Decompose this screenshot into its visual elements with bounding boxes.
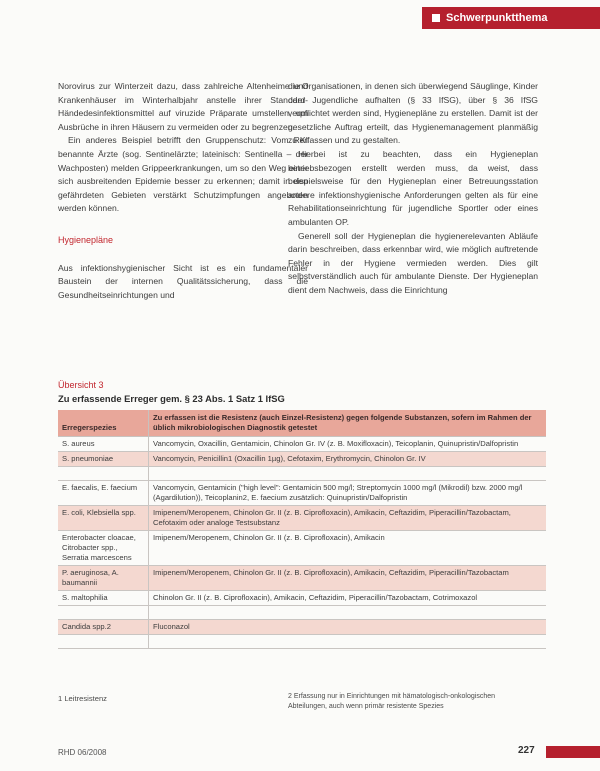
header-substances: Zu erfassen ist die Resistenz (auch Einzel-Resistenz) gegen folgende Substanzen, sofern im Rahmen der üblich mikrobiologischen Diagnostik getestet [149,410,547,437]
section-subheading: Hygienepläne [58,234,114,245]
table-row [58,531,546,566]
row-species: S. maltophilia [58,591,149,606]
table-header-row [58,410,546,437]
row-substances: Vancomycin, Penicillin1 (Oxacillin 1µg), Cefotaxim, Erythromycin, Chinolon Gr. IV [149,452,547,467]
issue-label: RHD 06/2008 [58,748,107,757]
pathogen-table [58,410,546,649]
footer-accent-bar [546,746,600,758]
row-species: S. aureus [58,437,149,452]
left-paragraph-2: Ein anderes Beispiel betrifft den Gruppenschutz: Vom RKI benannte Ärzte (sog. Sentinelärzte; lateinisch: Sentinella – der Wachposten) melden Grippeerkrankungen, um so den Weg einer sich ausbreitenden Epidemie besser zu erkennen; damit in den gefährdeten Gebieten verstärkt Schutzimpfungen angeboten werden können. [58,135,308,214]
table-row [58,481,546,506]
page-number: 227 [518,745,535,756]
square-icon [432,14,440,22]
row-substances: Vancomycin, Oxacillin, Gentamicin, Chinolon Gr. IV (z. B. Moxifloxacin), Teicoplanin, Quinupristin/Dalfopristin [149,437,547,452]
table-row [58,506,546,531]
right-paragraph-3: Generell soll der Hygieneplan die hygienerelevanten Abläufe darin beschreiben, dass erkennbar wird, wie möglich auftretende Fehler in der Hygiene vermieden werden. Dies gilt selbstverständlich auch für ambulante Dienste. Der Hygieneplan dient dem Nachweis, dass die Einrichtung [288,230,538,295]
row-substances: Chinolon Gr. II (z. B. Ciprofloxacin), Amikacin, Ceftazidim, Piperacillin/Tazobactam, Cotrimoxazol [149,591,547,606]
row-species: P. aeruginosa, A. baumannii [58,566,149,591]
right-paragraph-1: die Organisationen, in denen sich überwiegend Säuglinge, Kinder oder Jugendliche aufhalten (§ 33 IfSG), über § 36 IfSG verpflichtet werden sind, Hygienepläne zu erstellen. Damit ist der gesetzliche Auftrag erteilt, das Hygienemanagement planmäßig zu erfassen und zu gestalten. [288,81,538,146]
table-spacer-row [58,606,546,620]
table-row [58,591,546,606]
section-label: Schwerpunktthema [446,12,548,24]
row-substances: Imipenem/Meropenem, Chinolon Gr. II (z. B. Ciprofloxacin), Amikacin, Ceftazidim, Piperacillin/Tazobactam, Cefotaxim oder analoge Testsubstanz [149,506,547,531]
left-paragraph-1: Norovirus zur Winterzeit dazu, dass zahlreiche Altenheime und Krankenhäuser im Winterhalbjahr anstelle ihrer Standard-Händedesinfektionsmittel auf viruzide Präparate umstellen, um Ausbrüche in ihren Häusern zu vermeiden oder zu begrenzen. [58,81,308,132]
row-substances: Imipenem/Meropenem, Chinolon Gr. II (z. B. Ciprofloxacin), Amikacin, Ceftazidim, Piperacillin/Tazobactam [149,566,547,591]
right-text-column [288,80,538,298]
table-row [58,566,546,591]
row-species: Candida spp.2 [58,620,149,635]
table-spacer-row [58,635,546,649]
row-substances: Fluconazol [149,620,547,635]
row-substances: Imipenem/Meropenem, Chinolon Gr. II (z. B. Ciprofloxacin), Amikacin [149,531,547,566]
row-substances: Vancomycin, Gentamicin ("high level": Gentamicin 500 mg/l; Streptomycin 1000 mg/l (Mikrodil) bzw. 2000 mg/l (Agardilution)), Teicoplanin2, E. faecium zusätzlich: Quinupristin/Dalfopristin [149,481,547,506]
overview-label: Übersicht 3 [58,380,104,390]
table-row [58,620,546,635]
left-text-column [58,80,308,302]
footnote-2: 2 Erfassung nur in Einrichtungen mit hämatologisch-onkologischen Abteilungen, auch wenn primär resistente Spezies [288,693,496,710]
section-header-tab [422,7,600,29]
row-species: S. pneumoniae [58,452,149,467]
footnote-1: 1 Leitresistenz [58,694,107,703]
left-paragraph-3: Aus infektionshygienischer Sicht ist es ein fundamentaler Baustein der internen Qualitätssicherung, dass die Gesundheitseinrichtungen und [58,262,308,300]
right-paragraph-2: Hierbei ist zu beachten, dass ein Hygieneplan betriebsbezogen erstellt werden muss, da weist, dass beispielsweise für den Hygieneplan einer Betreuungsstation andere infektionshygienische Anforderungen gelten als für eine Rehabilitationseinrichtung für jugendliche Sportler oder eines ambulanten OP. [288,148,538,227]
table-row [58,452,546,467]
table-row [58,437,546,452]
row-species: E. coli, Klebsiella spp. [58,506,149,531]
row-species: Enterobacter cloacae, Citrobacter spp., Serratia marcescens [58,531,149,566]
row-species: E. faecalis, E. faecium [58,481,149,506]
table-spacer-row [58,467,546,481]
header-species: Erregerspezies [58,410,149,437]
overview-title: Zu erfassende Erreger gem. § 23 Abs. 1 Satz 1 IfSG [58,393,285,404]
